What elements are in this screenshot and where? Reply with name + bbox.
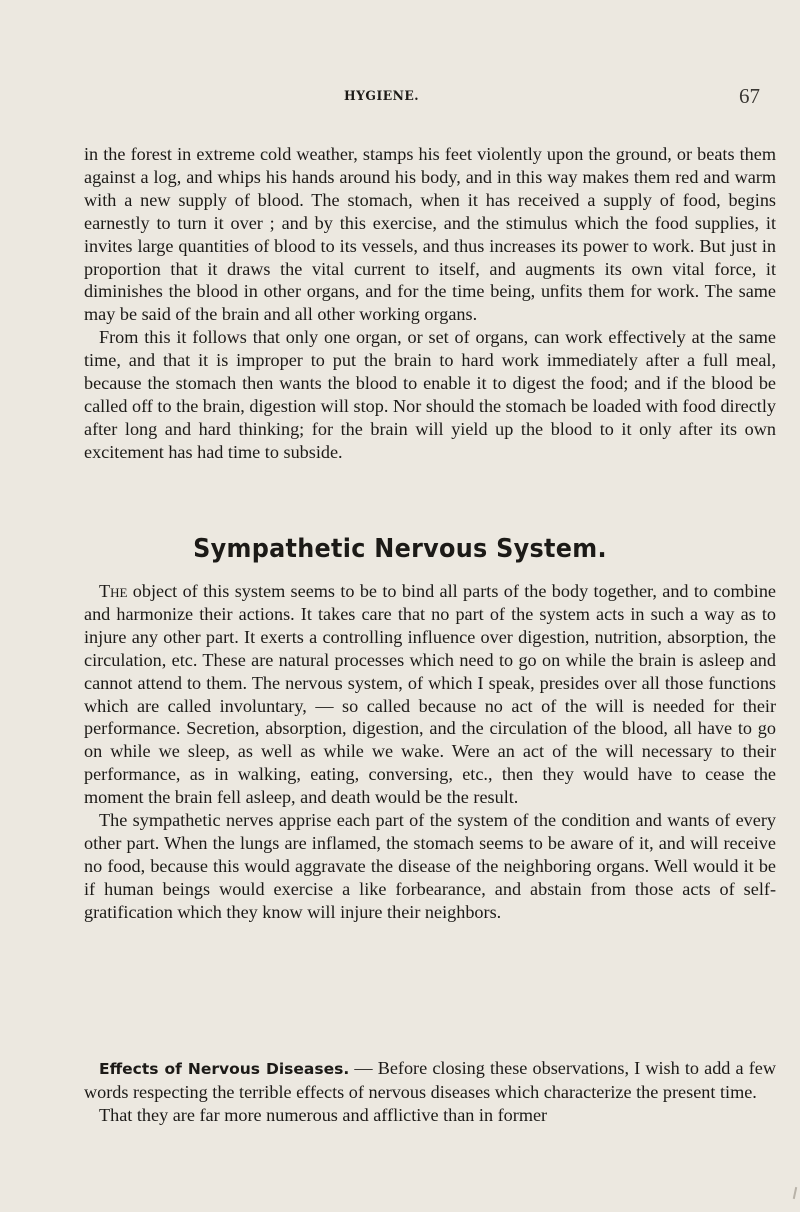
- paragraph-effects: [84, 1057, 776, 1104]
- running-head: HYGIENE.: [344, 89, 420, 104]
- paragraph-sympathetic-nerves: The sympathetic nerves apprise each part of the system of the condition and wants of every other part. When the lungs are inflamed, the stomach seems to be aware of it, and will receive no food, because this would aggravate the disease of the neighboring organs. Well would it be if human beings would exercise a like forbearance, and abstain from those acts of self-gratification which they know will injure their neighbors.: [84, 810, 776, 922]
- page-number: 67: [739, 84, 760, 108]
- text-block-effects: [84, 1057, 776, 1127]
- stray-ink-mark: [793, 1187, 797, 1199]
- effects-run-in-heading: Effects of Nervous Diseases.: [99, 1060, 350, 1078]
- paragraph-sympathetic-intro-text: object of this system seems to be to bind all parts of the body together, and to combine and harmonize their actions. It takes care that no part of the system acts in such a way as to injure any other part. It exerts a controlling influence over digestion, nutrition, absorption, the circulation, etc. These are natural processes which need to go on while the brain is asleep and cannot attend to them. The nervous system, of which I speak, presides over all those functions which are called involuntary, — so called because no act of the will is needed for their performance. Secretion, absorption, digestion, and the circulation of the blood, all have to go on while we sleep, as well as while we wake. Were an act of the will necessary to their performance, as in walking, eating, conversing, etc., then they would have to cease the moment the brain fell asleep, and death would be the result.: [84, 581, 776, 808]
- paragraph-last-line: That they are far more numerous and afflictive than in former: [99, 1104, 548, 1125]
- text-block-before-heading: [84, 143, 776, 464]
- paragraph-digestion: From this it follows that only one organ, or set of organs, can work effectively at the same time, and that it is improper to put the brain to hard work immediately after a full meal, because the stomach then wants the blood to enable it to digest the food; and if the blood be called off to the brain, digestion will stop. Nor should the stomach be loaded with food directly after long and hard thinking; for the brain will yield up the blood to it only after its own excitement has had time to subside.: [84, 327, 776, 462]
- section-heading: Sympathetic Nervous System.: [193, 534, 607, 564]
- effects-text: — Before closing these observations, I wish to add a few words respecting the terrible effects of nervous diseases which characterize the present time.: [84, 1058, 777, 1102]
- paragraph-continued: in the forest in extreme cold weather, stamps his feet violently upon the ground, or beats them against a log, and whips his hands around his body, and in this way makes them red and warm with a new supply of blood. The stomach, when it has received a supply of food, begins earnestly to turn it over ; and by this exercise, and the stimulus which the food supplies, it invites large quantities of blood to its vessels, and thus increases its power to work. But just in proportion that it draws the vital current to itself, and augments its own vital force, it diminishes the blood in other organs, and for the time being, unfits them for work. The same may be said of the brain and all other working organs.: [84, 144, 776, 325]
- paragraph-sympathetic-intro: [84, 580, 776, 809]
- text-block-sympathetic: [84, 580, 776, 924]
- first-word-smallcaps: The: [99, 581, 128, 601]
